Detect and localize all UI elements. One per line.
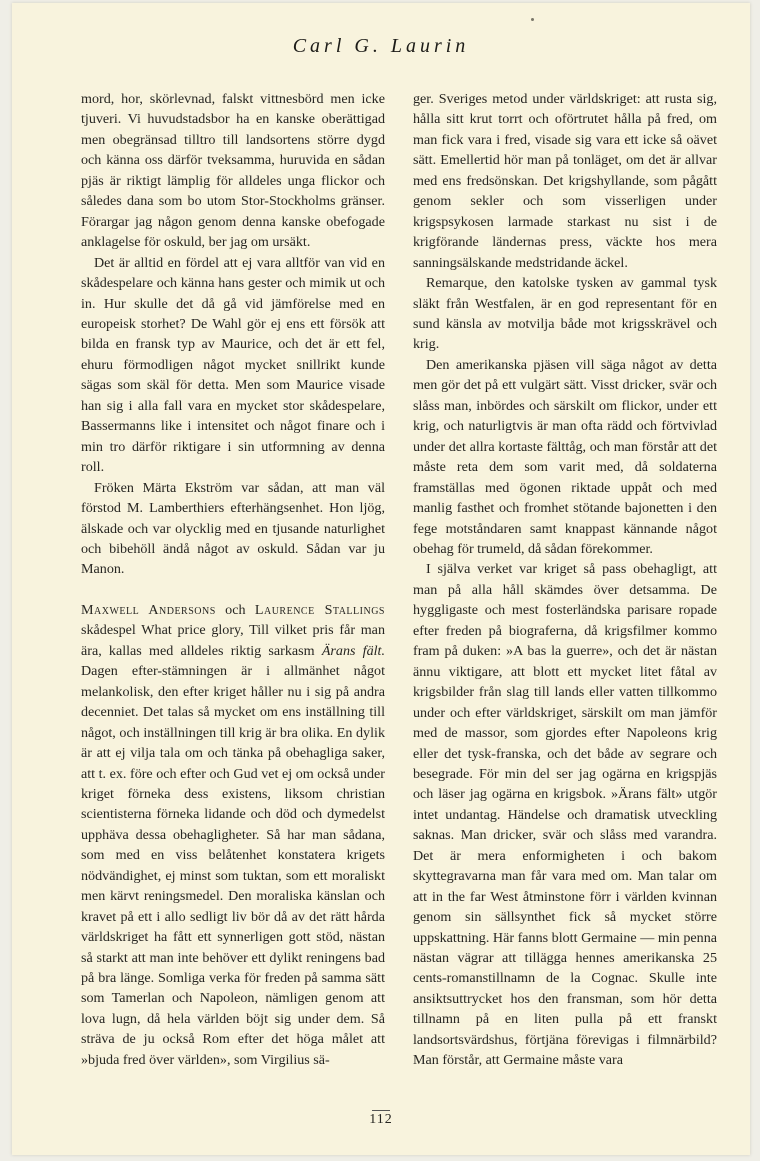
paragraph: ger. Sveriges metod under världskriget: att rusta sig, hålla sitt krut torrt och oförtrutet hålla på fred, om man fick vara i fred, visade sig vara ett icke så oävet sätt. Emellertid hör man på tonläget, om det är allvar med ens fredsönskan. Det krigshyllande, som pågått genom sekler och som visserligen under krigspsykosen larmade starkast nu sist i de krigförande ländernas press, väckte hos mera sanningsälskande medstridande äckel.	[413, 91, 717, 271]
paragraph: Det är alltid en fördel att ej vara alltför van vid en skådespelare och känna hans gester och mimik ut och in. Hur skulle det då gå vid jämförelse med en europeisk storhet? De Wahl gör ej ens ett försök att bilda en fransk typ av Maurice, och det är ett fel, ehuru förmodligen något mycket snillrikt kunde sägas som skäl för detta. Men som Maurice visade han sig i alla fall vara en mycket stor skådespelare, Bassermanns like i intensitet och något finare och i min tro därför riktigare i sin utformning av denna roll.	[81, 254, 385, 476]
text-run: och	[215, 601, 255, 618]
paper-speck	[531, 18, 534, 21]
play-title: Ärans fält.	[321, 642, 385, 659]
paragraph: Remarque, den katolske tysken av gammal tysk släkt från Westfalen, är en god representant för en sund känsla av motvilja både mot krigsskrävel och krig.	[413, 275, 717, 353]
author-name: Laurence Stallings	[254, 601, 385, 618]
paragraph-review-start	[81, 600, 385, 1070]
author-name: Maxwell Andersons	[81, 601, 216, 618]
paragraph: I själva verket var kriget så pass obehagligt, att man på alla håll skämdes över detsamma. De hyggligaste och mest fosterländska parisare ropade efter freden på biograferna, då krigsfilmer kommo fram på duken: »A bas la guerre», och det är nästan ännu viktigare, att blott ett mycket litet fåtal av krigsbilder från slag till lands eller vatten tillkommo under och efter världskriget, särskilt om man jämför med de massor, som gjordes efter Napoleons krig eller det tysk-franska, och det både av segrare och besegrade. För min del ser jag ogärna en krigspjäs och läser jag ogärna en krigsbok. »Ärans fält» utgör intet undantag. Händelse och dramatisk utveckling saknas. Man dricker, svär och slåss med varandra. Det är mera enformigheten i och bakom skyttegravarna man får vara med om. Man talar om att in the far West åtminstone förr i världen kvinnan genom sin sällsynthet fick så mycket större uppskattning. Här fanns blott Germaine — min penna nästan vägrar att tillägga hennes amerikanska 25 cents-romanstillnamn de la Cognac. Skulle inte ansiktsuttrycket hos den fransman, som hör detta tillnamn på en liten pulla på ett franskt landsortsvärdshus, förtjäna förevigas i filmnärbild? Man förstår, att Germaine måste vara	[413, 561, 717, 1069]
text-run: Dagen efter-stämningen är i allmänhet något melankolisk, den efter kriget håller nu i sig på andra decenniet. Det talas så mycket om ens inställning till något, och inställningen till krig är bra olika. En dylik är att ej vilja tala om och tänka på obehagliga saker, att t. ex. före och efter och Gud vet ej om också under kriget förneka dess existens, liksom christian scientisterna förneka lidande och död och dymedelst upphäva dessa obehagligheter. Så har man sådana, som med en viss belåtenhet konstatera krigets nödvändighet, ej minst som tuktan, som ett moraliskt men kärvt reningsmedel. Den moraliska känslan och kravet på ett i allo sedligt liv bör då av det rätt hårda världskriget ha fått ett synnerligen gott stöd, nästan så starkt att man inte behöver ett dylikt reningens bad på bra länge. Somliga verka för freden på samma sätt som Tamerlan och Napoleon, nämligen genom att lova lugn, då hela världen böjt sig under dem. Så sträva de ju också Rom efter det höga målet att »bjuda fred över världen», som Virgilius sä-	[81, 663, 385, 1068]
book-page	[12, 3, 750, 1155]
left-column	[81, 89, 385, 1070]
page-number: 112	[369, 1112, 393, 1127]
running-header: Carl G. Laurin	[292, 35, 470, 57]
paragraph: mord, hor, skörlevnad, falskt vittnesbörd men icke tjuveri. Vi huvudstadsbor ha en kanske oberättigad men obegränsad tilltro till landsortens större dygd och känna oss därför tveksamma, huruvida en sådan pjäs är riktigt lämplig för alldeles unga flickor och således dana som bo utom Stor-Stockholms gränser. Förargar jag någon genom denna kanske obefogade anklagelse för oskuld, ber jag om ursäkt.	[81, 91, 385, 251]
right-column	[413, 89, 717, 1071]
folio-rule	[372, 1110, 390, 1111]
paragraph: Fröken Märta Ekström var sådan, att man väl förstod M. Lamberthiers efterhängsenhet. Hon ljög, älskade och var olycklig med en tjusande naturlighet och bibehöll ändå något av oskuld. Sådan var ju Manon.	[81, 479, 385, 578]
text-run: skådespel What price glory, Till vilket pris får man ära, kallas med alldeles riktig sarkasm	[81, 622, 385, 659]
paragraph: Den amerikanska pjäsen vill säga något av detta men gör det på ett vulgärt sätt. Visst dricker, svär och slåss man, inbördes och särskilt om flickor, under ett krig, och naturligtvis är man ofta rädd och förtvivlad under det allra kortaste fälttåg, och man förstår att det måste reta dem som varit med, då soldaterna framställas med ögonen riktade uppåt och med manlig fasthet och fromhet stötande bajonetten i den fege motståndaren samt knappast kännande något obehag för trumeld, då sådan förekommer.	[413, 356, 717, 557]
